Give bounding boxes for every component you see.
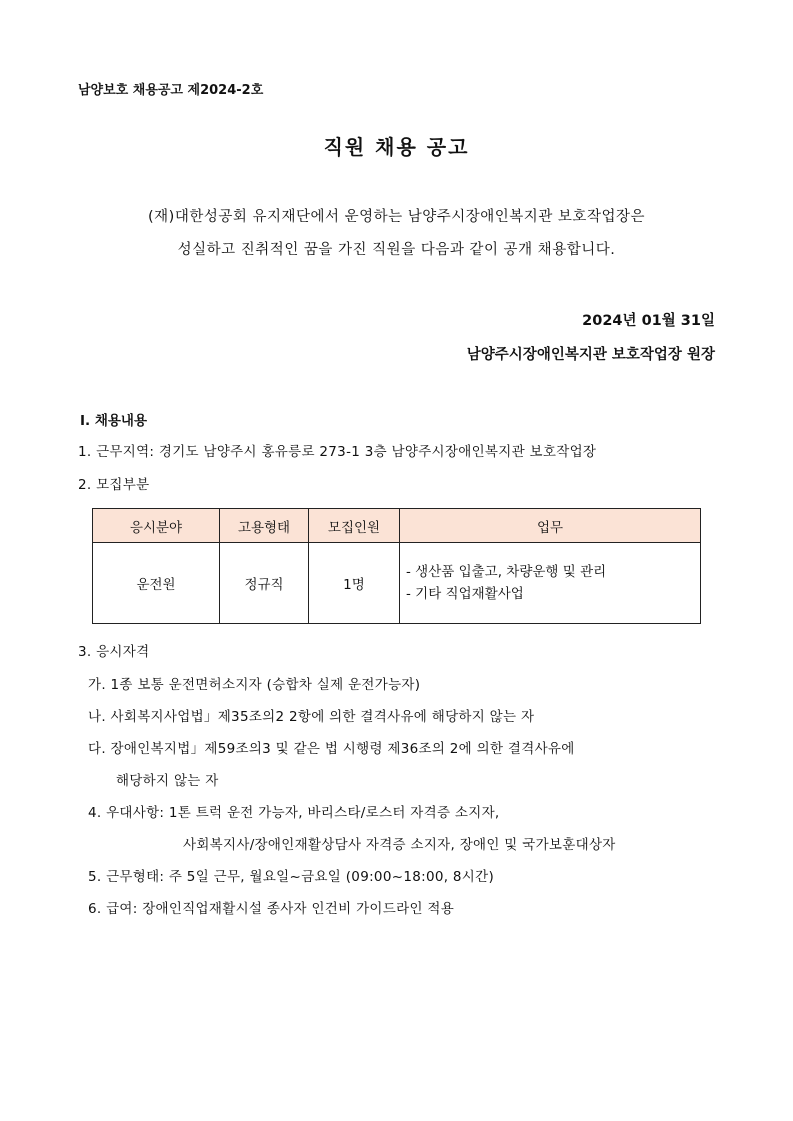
duty-item: - 생산품 입출고, 차량운행 및 관리: [406, 564, 607, 580]
salary: 6. 급여: 장애인직업재활시설 종사자 인건비 가이드라인 적용: [88, 901, 455, 917]
qualification-label: 3. 응시자격: [78, 644, 150, 660]
recruit-table: [92, 508, 701, 624]
cell-headcount: 1명: [309, 543, 400, 624]
notice-number: 남양보호 채용공고 제2024-2호: [78, 83, 264, 98]
cell-employment-type: 정규직: [220, 543, 309, 624]
cell-field: 운전원: [93, 543, 220, 624]
header-field: 응시분야: [93, 509, 220, 543]
qualification-item: 가. 1종 보통 운전면허소지자 (승합차 실제 운전가능자): [88, 677, 421, 693]
intro-line-2: 성실하고 진취적인 꿈을 가진 직원을 다음과 같이 공개 채용합니다.: [177, 242, 616, 258]
table-row: [93, 543, 701, 624]
page-title: 직원 채용 공고: [323, 135, 470, 159]
header-headcount: 모집인원: [309, 509, 400, 543]
qualification-item: 다. 장애인복지법」제59조의3 및 같은 법 시행령 제36조의 2에 의한 결격사유에: [88, 741, 575, 757]
recruit-section-label: 2. 모집부분: [78, 477, 150, 493]
header-employment-type: 고용형태: [220, 509, 309, 543]
issue-date: 2024년 01월 31일: [582, 313, 715, 329]
table-header-row: [93, 509, 701, 543]
header-duties: 업무: [400, 509, 701, 543]
preferences: 4. 우대사항: 1톤 트럭 운전 가능자, 바리스타/로스터 자격증 소지자,: [88, 805, 500, 821]
preferences-cont: 사회복지사/장애인재활상담사 자격증 소지자, 장애인 및 국가보훈대상자: [183, 837, 616, 853]
work-schedule: 5. 근무형태: 주 5일 근무, 월요일~금요일 (09:00~18:00, 8시간): [88, 869, 495, 885]
qualification-item: 나. 사회복지사업법」제35조의2 2항에 의한 결격사유에 해당하지 않는 자: [88, 709, 535, 725]
qualification-item-cont: 해당하지 않는 자: [116, 773, 219, 789]
cell-duties: [400, 543, 701, 624]
issuer-name: 남양주시장애인복지관 보호작업장 원장: [466, 347, 715, 363]
duty-item: - 기타 직업재활사업: [406, 586, 524, 602]
intro-line-1: (재)대한성공회 유지재단에서 운영하는 남양주시장애인복지관 보호작업장은: [148, 209, 645, 225]
section-heading: Ⅰ. 채용내용: [80, 413, 148, 429]
work-location: 1. 근무지역: 경기도 남양주시 홍유릉로 273-1 3층 남양주시장애인복지관 보호작업장: [78, 444, 597, 460]
